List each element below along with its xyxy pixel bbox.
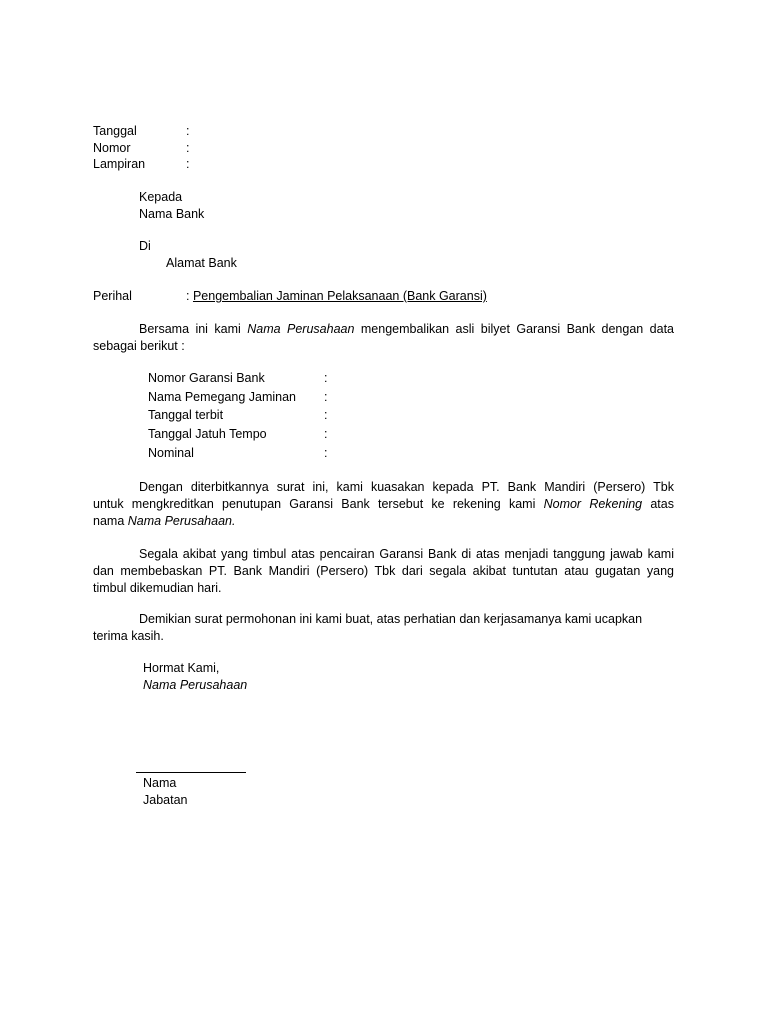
lampiran-colon: : — [186, 157, 190, 171]
recipient-bank-address: Alamat Bank — [166, 256, 237, 270]
transfer-line-3: nama Nama Perusahaan. — [93, 514, 236, 528]
liability-line-2: dan membebaskan PT. Bank Mandiri (Persero) Tbk dari segala akibat tuntutan atau gugatan yang — [93, 564, 674, 578]
recipient-bank-name: Nama Bank — [139, 207, 205, 221]
field-colon: : — [324, 408, 328, 422]
transfer-company: Nama Perusahaan. — [127, 514, 236, 528]
lampiran-label: Lampiran — [93, 157, 146, 171]
intro-company: Nama Perusahaan — [247, 322, 355, 336]
field-nama-pemegang: Nama Pemegang Jaminan — [148, 390, 296, 404]
transfer-line-1: Dengan diterbitkannya surat ini, kami kuasakan kepada PT. Bank Mandiri (Persero) Tbk — [139, 480, 674, 494]
field-colon: : — [324, 390, 328, 404]
signature-line — [136, 772, 246, 773]
subject-line — [186, 289, 487, 303]
recipient-kepada: Kepada — [139, 190, 183, 204]
signature-position: Jabatan — [143, 793, 188, 807]
closing-line-1: Demikian surat permohonan ini kami buat, atas perhatian dan kerjasamanya kami ucapkan — [139, 612, 643, 626]
account-number: Nomor Rekening — [543, 497, 643, 511]
closing-line-2: terima kasih. — [93, 629, 164, 643]
nomor-colon: : — [186, 141, 190, 155]
liability-line-3: timbul dikemudian hari. — [93, 581, 222, 595]
field-colon: : — [324, 371, 328, 385]
intro-line-1: Bersama ini kami Nama Perusahaan mengembalikan asli bilyet Garansi Bank dengan data — [139, 322, 674, 336]
liability-line-1: Segala akibat yang timbul atas pencairan Garansi Bank di atas menjadi tanggung jawab kami — [139, 547, 674, 561]
closing-paragraph — [93, 611, 674, 645]
nomor-label: Nomor — [93, 141, 131, 155]
field-tanggal-terbit: Tanggal terbit — [148, 408, 224, 422]
field-nomor-garansi: Nomor Garansi Bank — [148, 371, 265, 385]
intro-paragraph — [93, 321, 674, 355]
signature-company: Nama Perusahaan — [143, 678, 248, 692]
tanggal-colon: : — [186, 124, 190, 138]
field-colon: : — [324, 446, 328, 460]
field-nominal: Nominal — [148, 446, 194, 460]
subject-colon: : — [186, 289, 190, 303]
recipient-di: Di — [139, 239, 151, 253]
tanggal-label: Tanggal — [93, 124, 137, 138]
transfer-paragraph — [93, 479, 674, 530]
subject-label: Perihal — [93, 289, 132, 303]
signature-salutation: Hormat Kami, — [143, 661, 220, 675]
intro-line-2: sebagai berikut : — [93, 339, 185, 353]
subject-text: Pengembalian Jaminan Pelaksanaan (Bank Garansi) — [192, 289, 487, 303]
transfer-line-2: untuk mengkreditkan penutupan Garansi Bank tersebut ke rekening kami Nomor Rekening atas — [93, 497, 674, 511]
field-colon: : — [324, 427, 328, 441]
signature-name: Nama — [143, 776, 177, 790]
field-jatuh-tempo: Tanggal Jatuh Tempo — [148, 427, 267, 441]
liability-paragraph — [93, 546, 674, 597]
